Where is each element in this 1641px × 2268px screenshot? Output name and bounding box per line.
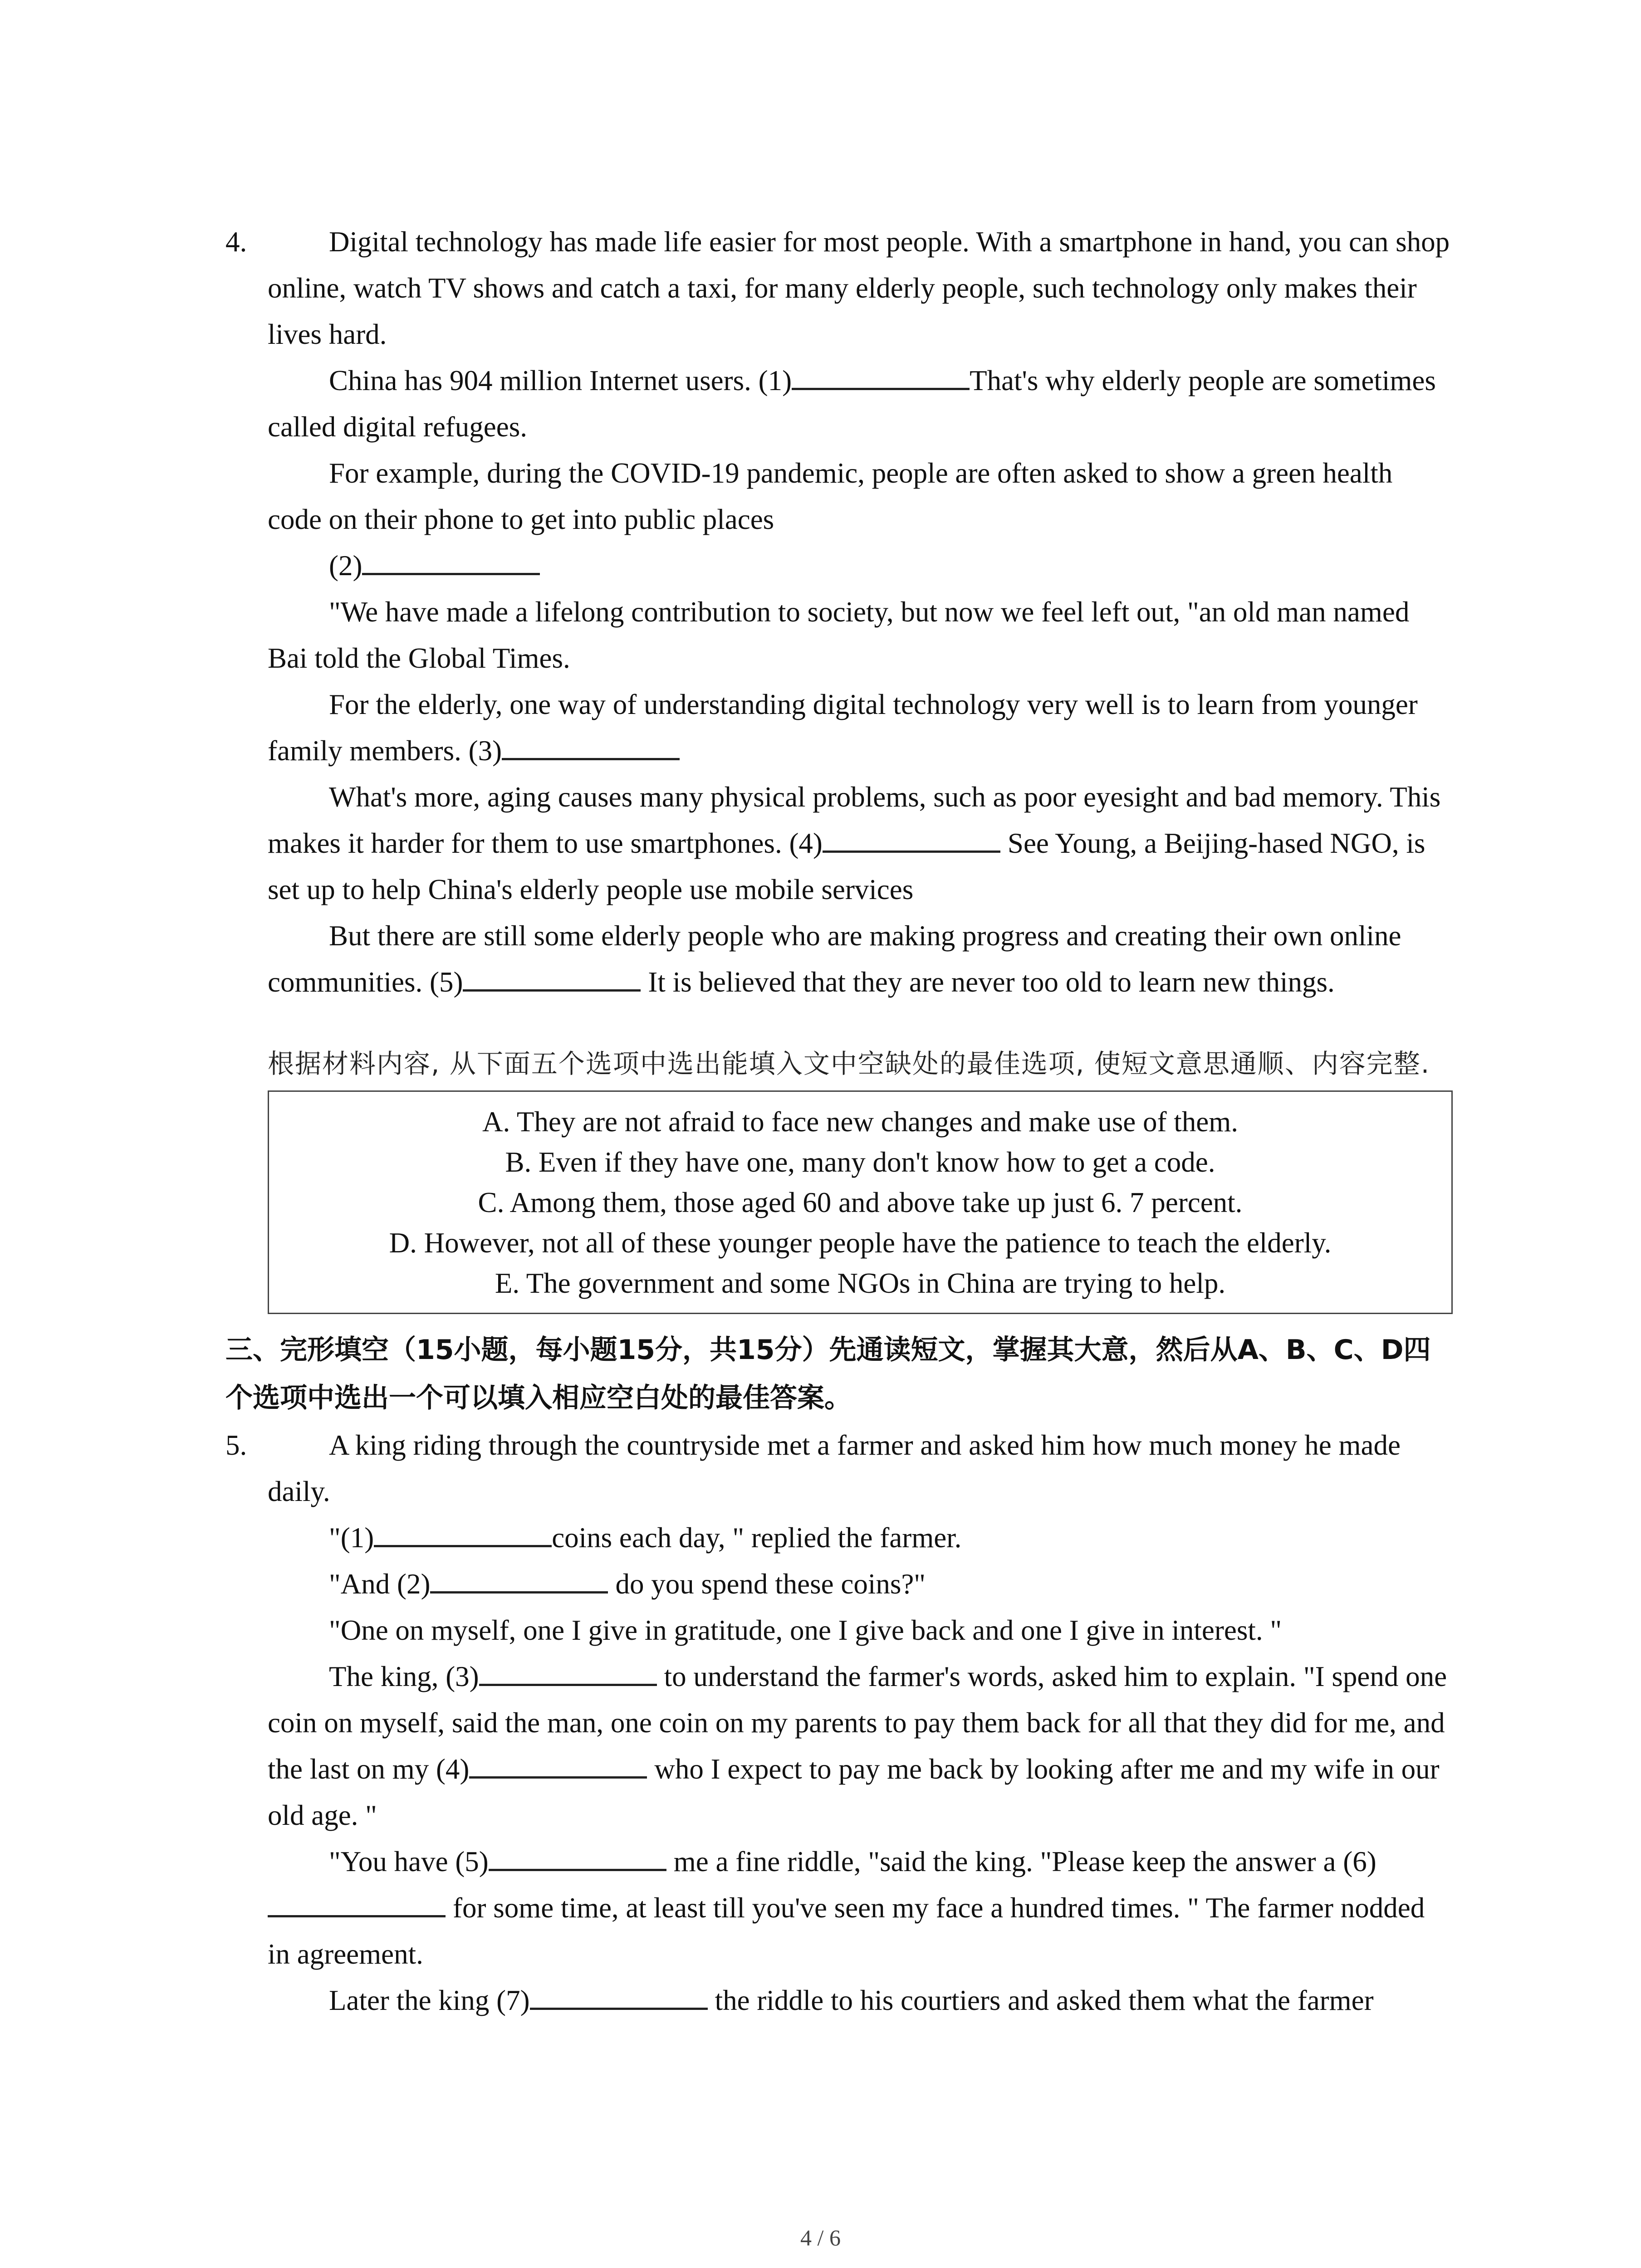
q4-paragraph-5: "We have made a lifelong contribution to society, but now we feel left out, "an old man named Bai told the Global Times. [268,596,1410,674]
cloze-blank-4[interactable] [469,1748,647,1779]
blank-3[interactable] [502,729,680,760]
q4-instruction: 根据材料内容, 从下面五个选项中选出能填入文中空缺处的最佳选项, 使短文意思通顺、内容完整. [268,1048,1430,1079]
option-a: A. They are not afraid to face new changes and make use of them. [482,1106,1238,1138]
cloze-blank-1[interactable] [374,1516,552,1547]
blank-2[interactable] [362,544,540,575]
q5-paragraph-2: "(1) coins each day, " replied the farmer. [225,1515,1450,1561]
q5-paragraph-5: The king, (3) to understand the farmer's words, asked him to explain. "I spend one coin on myself, said the man, one coin on my parents to pay them back for all that they did for me, and the last on my (4) who I expect to pay me back by looking after me and my wife in our old age. " [225,1653,1450,1838]
page-number: 4 / 6 [800,2225,841,2250]
blank-1[interactable] [792,359,970,390]
blank-5[interactable] [463,961,641,992]
q5-paragraph-7: Later the king (7) the riddle to his courtiers and asked them what the farmer [225,1977,1450,2024]
q4-paragraph-4: (2) [225,543,1450,589]
q4-paragraph-6: For the elderly, one way of understanding digital technology very well is to learn from younger family members. (3) [268,689,1418,767]
option-b: B. Even if they have one, many don't know how to get a code. [505,1146,1215,1178]
q5-paragraph-4: "One on myself, one I give in gratitude, one I give back and one I give in interest. " [329,1614,1282,1646]
cloze-blank-3[interactable] [479,1655,657,1686]
blank-4[interactable] [823,822,1000,853]
q4-paragraph-2: China has 904 million Internet users. (1) That's why elderly people are sometimes called digital refugees. [225,357,1450,450]
cloze-blank-2[interactable] [430,1563,608,1593]
q4-paragraph-8: But there are still some elderly people who are making progress and creating their own online communities. (5) It is believed that they are never too old to learn new things. [268,920,1401,998]
option-c: C. Among them, those aged 60 and above take up just 6. 7 percent. [478,1187,1243,1218]
options-box [268,1090,1453,1314]
cloze-blank-6[interactable] [268,1887,446,1917]
q5-paragraph-1: 5. A king riding through the countryside met a farmer and asked him how much money he made daily. [225,1422,1450,1515]
option-d: D. However, not all of these younger people have the patience to teach the elderly. [389,1227,1332,1259]
q5-paragraph-6: "You have (5) me a fine riddle, "said the king. "Please keep the answer a (6)for some time, at least till you've seen my face a hundred times. " The farmer nodded in agreement. [225,1838,1450,1977]
option-e: E. The government and some NGOs in China are trying to help. [495,1267,1226,1299]
cloze-blank-5[interactable] [489,1840,666,1871]
cloze-blank-7[interactable] [530,1979,708,2010]
q4-number: 4. [225,226,247,258]
page-content [225,219,1450,2024]
q4-paragraph-7: What's more, aging causes many physical problems, such as poor eyesight and bad memory. This makes it harder for them to use smartphones. (4) See Young, a Beijing-hased NGO, is set up to help China's elderly people use mobile services [268,781,1441,905]
q5-paragraph-3: "And (2) do you spend these coins?" [225,1561,1450,1607]
section-3-heading: 三、完形填空（15小题，每小题15分，共15分）先通读短文，掌握其大意，然后从A、B、C、D四个选项中选出一个可以填入相应空白处的最佳答案。 [225,1334,1431,1414]
q4-paragraph-1: 4. Digital technology has made life easier for most people. With a smartphone in hand, you can shop online, watch TV shows and catch a taxi, for many elderly people, such technology only makes their lives hard. [225,219,1450,357]
q5-number: 5. [225,1429,247,1461]
q4-paragraph-3: For example, during the COVID-19 pandemic, people are often asked to show a green health code on their phone to get into public places [268,457,1393,535]
